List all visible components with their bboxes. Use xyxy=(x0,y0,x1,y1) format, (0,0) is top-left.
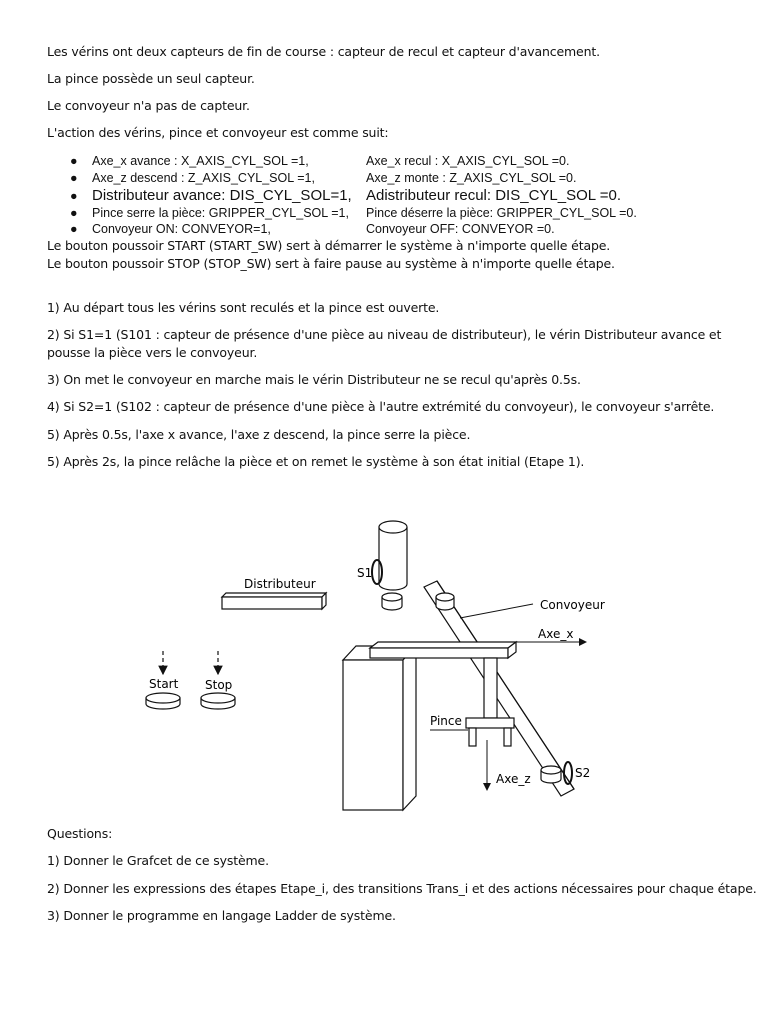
convoyeur-pointer xyxy=(460,604,533,618)
step-4: 4) Si S2=1 (S102 : capteur de présence d'une pièce à l'autre extrémité du convoyeur), le convoyeur s'arrête. xyxy=(47,399,715,414)
label-convoyeur: Convoyeur xyxy=(540,598,605,612)
bullet-icon: ● xyxy=(70,222,78,236)
label-axe-x: Axe_x xyxy=(538,627,574,641)
label-start: Start xyxy=(149,677,179,691)
step-2: 2) Si S1=1 (S101 : capteur de présence d'une pièce au niveau de distributeur), le vérin Distributeur avance et pousse la pièce vers le convoyeur. xyxy=(47,327,722,360)
intro-line-4: L'action des vérins, pince et convoyeur est comme suit: xyxy=(47,125,389,140)
workpiece-1 xyxy=(382,593,402,610)
question-3: 3) Donner le programme en langage Ladder de système. xyxy=(47,908,396,923)
bullet-icon: ● xyxy=(70,154,78,168)
step-6: 5) Après 2s, la pince relâche la pièce et on remet le système à son état initial (Etape 1). xyxy=(47,454,585,469)
bullet-icon: ● xyxy=(70,206,78,220)
label-s2: S2 xyxy=(575,766,591,780)
question-1: 1) Donner le Grafcet de ce système. xyxy=(47,853,269,868)
stop-button-text: Le bouton poussoir STOP (STOP_SW) sert à faire pause au système à n'importe quelle étape. xyxy=(47,256,615,271)
bullet-icon: ● xyxy=(70,171,78,185)
step-3: 3) On met le convoyeur en marche mais le vérin Distributeur ne se recul qu'après 0.5s. xyxy=(47,372,581,387)
label-s1: S1 xyxy=(357,566,373,580)
support-column xyxy=(343,646,416,810)
distributeur-bar xyxy=(222,593,326,609)
document-page: Les vérins ont deux capteurs de fin de course : capteur de recul et capteur d'avancement. La pince possède un seul capteur. Le convoyeur n'a pas de capteur. L'action des vérins, pince et convoyeur est comme suit: ● Axe_x avance : X_AXIS_CYL_SOL =1, Axe_x recul : X_AXIS_CYL_SOL =0. ● Axe_z descend : Z_AXIS_CYL_SOL =1, Axe_z monte : Z_AXIS_CYL_SOL =0. ● Distributeur avance: DIS_CYL_SOL=1, Adistributeur recul: DIS_CYL_SOL =0. ● Pince serre la pièce: GRIPPER_CYL_SOL =1, Pince déserre la pièce: GRIPPER_CYL_SOL =0. ● Convoyeur ON: CONVEYOR=1, Convoyeur OFF: CONVEYOR =0. Le bouton poussoir START (START_SW) sert à démarrer le système à n'importe quelle étape. Le bouton poussoir STOP (STOP_SW) sert à faire pause au système à n'importe quelle étape. 1) Au départ tous les vérins sont reculés et la pince est ouverte. 2) Si S1=1 (S101 : capteur de présence d'une pièce au niveau de distributeur), le vérin Distributeur avance et pousse la pièce vers le convoyeur. 3) On met le convoyeur en marche mais le vérin Distributeur ne se recul qu'après 0.5s. 4) Si S2=1 (S102 : capteur de présence d'une pièce à l'autre extrémité du convoyeur), le convoyeur s'arrête. 5) Après 0.5s, l'axe x avance, l'axe z descend, la pince serre la pièce. 5) Après 2s, la pince relâche la pièce et on remet le système à son état initial (Etape 1). S1 Distributeur Convoyeur Axe_x Pince Axe_z S2 Start Stop Questions: 1) Donner le Grafcet de ce système. 2) Donner les expressions des étapes Etape_i, des transitions Trans_i et des actions nécessaires pour chaque étape. 3) Donner le programme en langage Ladder de système. xyxy=(0,0,768,1024)
label-distributeur: Distributeur xyxy=(244,577,316,591)
workpiece-3 xyxy=(541,766,561,783)
intro-line-2: La pince possède un seul capteur. xyxy=(47,71,255,86)
s1-sensor-cylinder xyxy=(379,521,407,590)
z-axis-column xyxy=(484,658,497,718)
gripper xyxy=(466,718,514,746)
questions-title: Questions: xyxy=(47,826,113,841)
label-axe-z: Axe_z xyxy=(496,772,531,786)
intro-line-3: Le convoyeur n'a pas de capteur. xyxy=(47,98,250,113)
label-stop: Stop xyxy=(205,678,233,692)
step-1: 1) Au départ tous les vérins sont reculés et la pince est ouverte. xyxy=(47,300,440,315)
step-5: 5) Après 0.5s, l'axe x avance, l'axe z descend, la pince serre la pièce. xyxy=(47,427,471,442)
label-pince: Pince xyxy=(430,714,462,728)
bullet-icon: ● xyxy=(70,189,78,203)
x-axis-arm xyxy=(370,642,516,658)
start-button-text: Le bouton poussoir START (START_SW) sert à démarrer le système à n'importe quelle étape. xyxy=(47,238,611,253)
intro-line-1: Les vérins ont deux capteurs de fin de course : capteur de recul et capteur d'avancement. xyxy=(47,44,600,59)
workpiece-2 xyxy=(436,593,454,610)
question-2: 2) Donner les expressions des étapes Etape_i, des transitions Trans_i et des actions nécessaires pour chaque étape. xyxy=(47,881,757,896)
conveyor-belt xyxy=(424,581,574,796)
